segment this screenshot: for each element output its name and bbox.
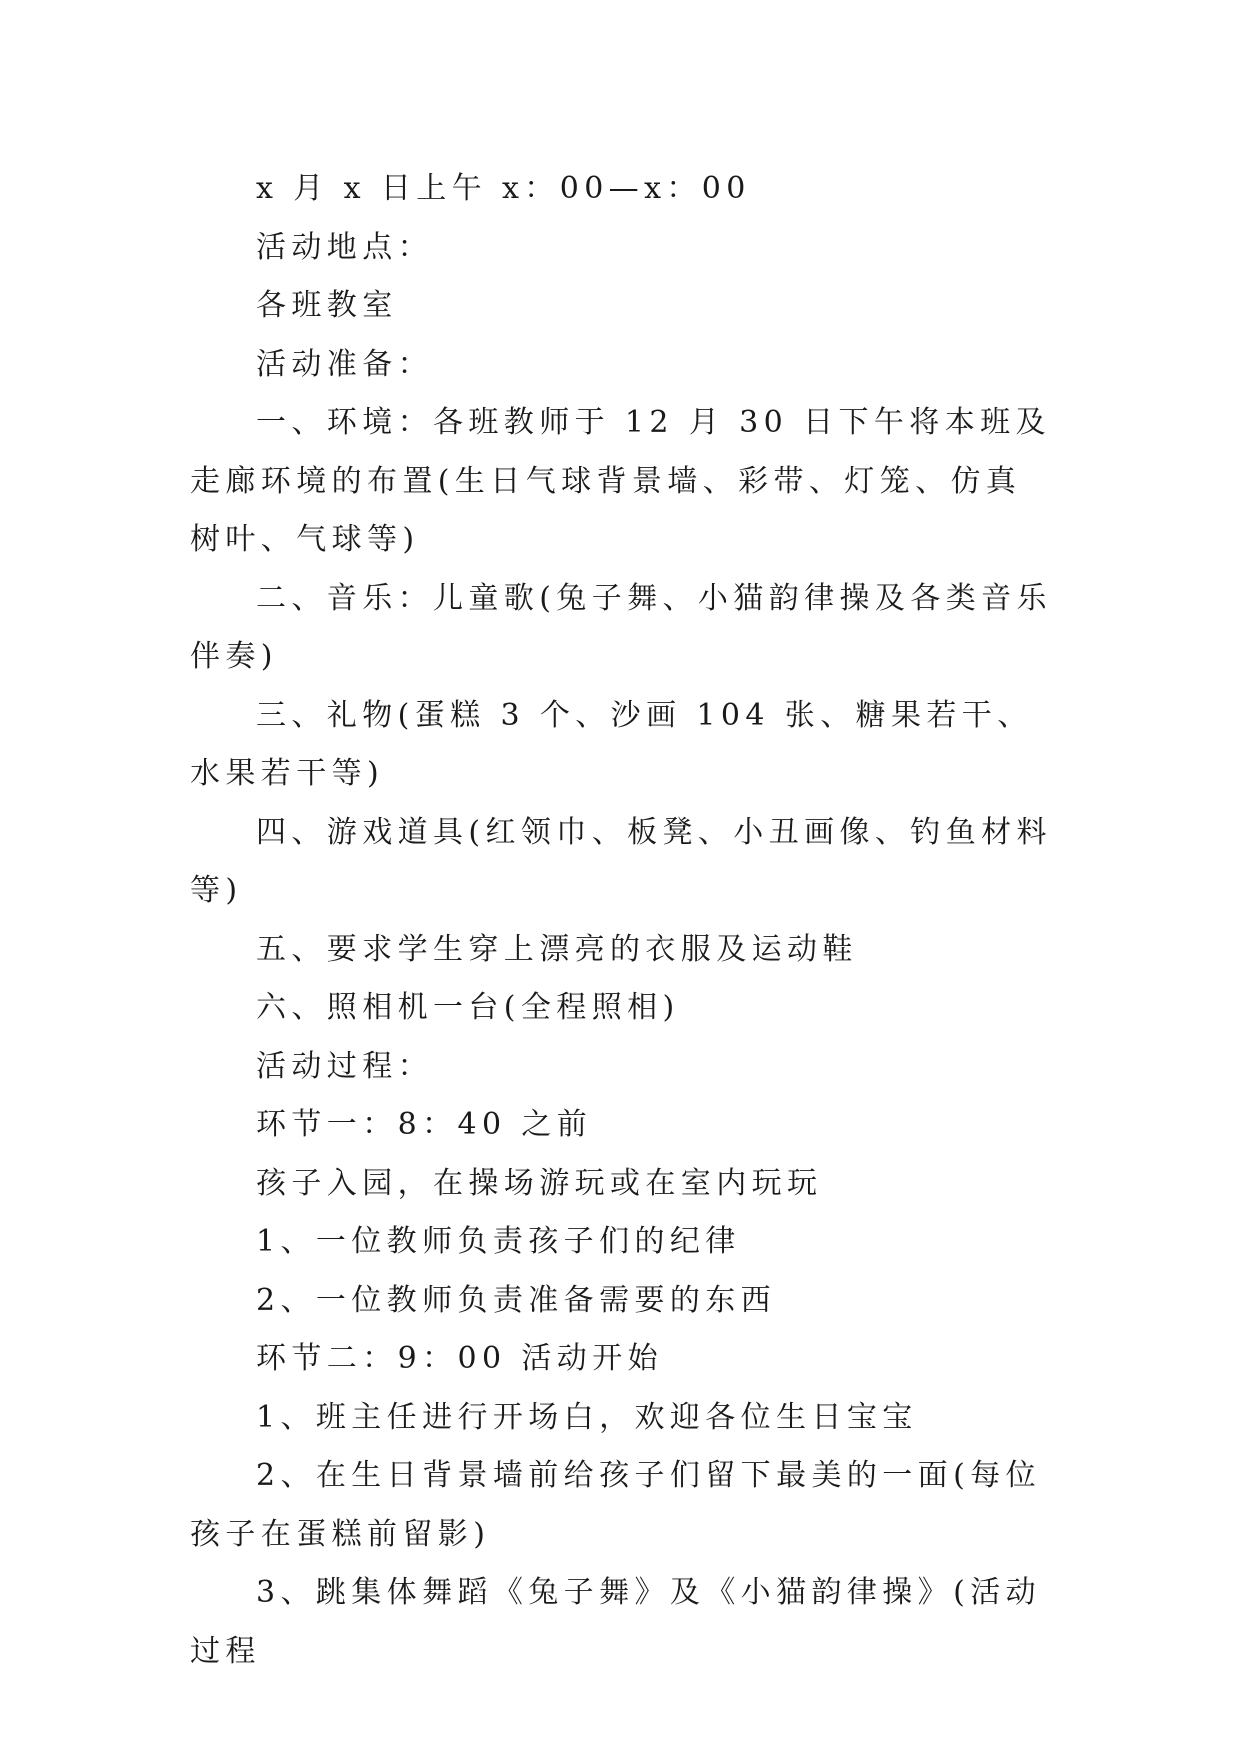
location-heading: 活动地点：	[256, 229, 433, 265]
stage-one-item-2: 2、一位教师负责准备需要的东西	[256, 1282, 777, 1318]
preparation-heading: 活动准备：	[256, 346, 433, 382]
stage-two-item-1: 1、班主任进行开场白，欢迎各位生日宝宝	[256, 1399, 918, 1435]
stage-one-item-1: 1、一位教师负责孩子们的纪律	[256, 1224, 741, 1259]
preparation-item-music: 二、音乐：儿童歌(兔子舞、小猫韵律操及各类音乐伴奏)	[190, 580, 1052, 674]
stage-one-description: 孩子入园，在操场游玩或在室内玩玩	[256, 1165, 823, 1201]
stage-two-heading: 环节二：9：00 活动开始	[256, 1341, 663, 1376]
preparation-item-clothing: 五、要求学生穿上漂亮的衣服及运动鞋	[256, 931, 858, 967]
stage-two-item-2: 2、在生日背景墙前给孩子们留下最美的一面(每位孩子在蛋糕前留影)	[190, 1458, 1041, 1552]
activity-time: x 月 x 日上午 x：00—x：00	[256, 171, 751, 206]
stage-one-heading: 环节一：8：40 之前	[256, 1107, 593, 1142]
process-heading: 活动过程：	[256, 1048, 433, 1084]
stage-two-item-3: 3、跳集体舞蹈《兔子舞》及《小猫韵律操》(活动过程	[190, 1575, 1041, 1669]
preparation-item-environment: 一、环境：各班教师于 12 月 30 日下午将本班及走廊环境的布置(生日气球背景墙、彩带、灯笼、仿真树叶、气球等)	[190, 405, 1051, 557]
preparation-item-props: 四、游戏道具(红领巾、板凳、小丑画像、钓鱼材料等)	[190, 814, 1052, 908]
preparation-item-gifts: 三、礼物(蛋糕 3 个、沙画 104 张、糖果若干、水果若干等)	[190, 697, 1033, 791]
preparation-item-camera: 六、照相机一台(全程照相)	[256, 990, 680, 1025]
document-body	[190, 160, 1052, 1681]
location-value: 各班教室	[256, 288, 398, 323]
